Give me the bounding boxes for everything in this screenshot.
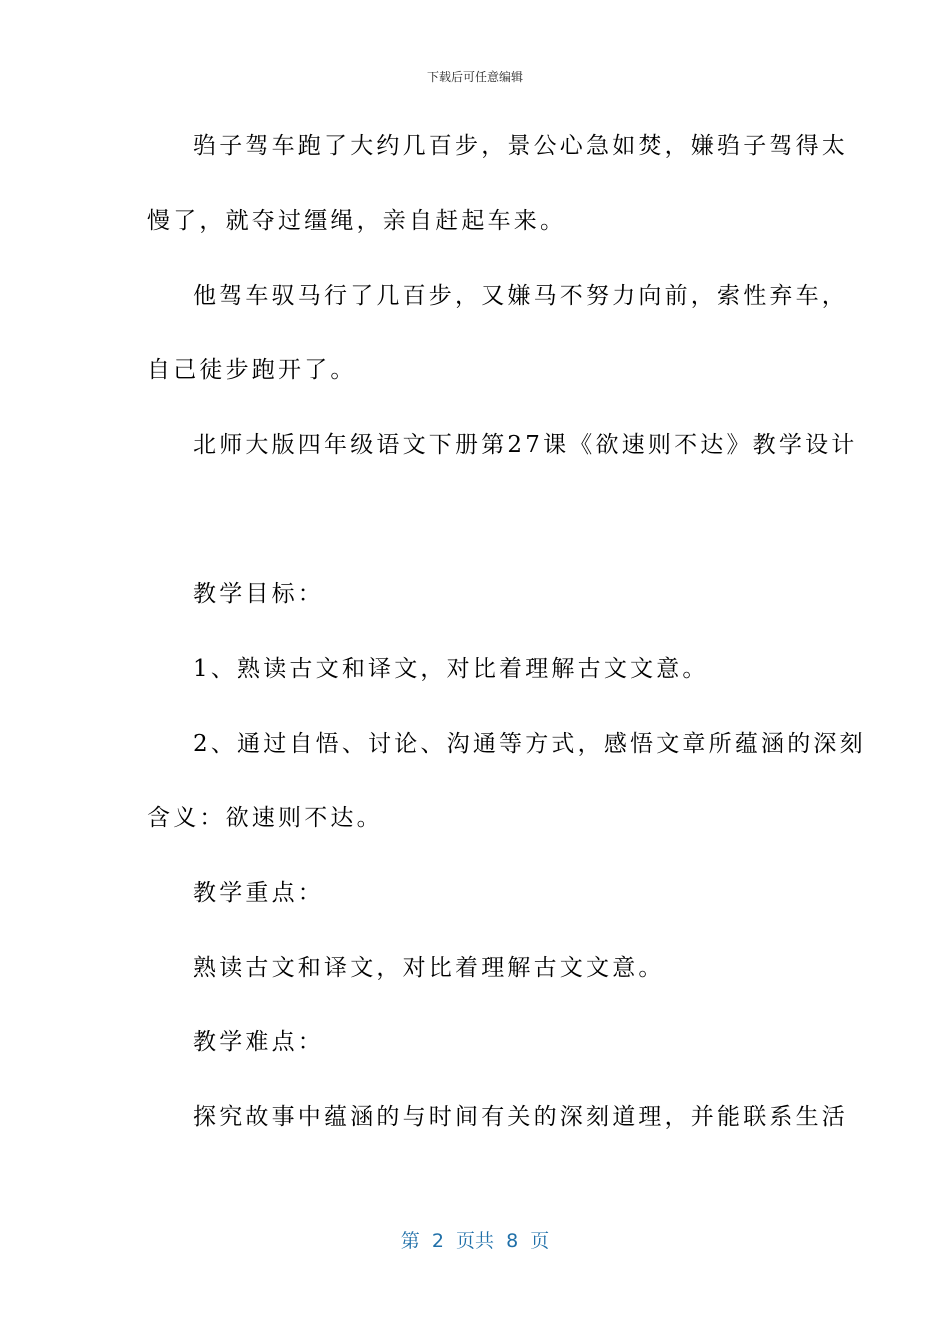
body-line-13: 探究故事中蕴涵的与时间有关的深刻道理，并能联系生活: [193, 1104, 848, 1130]
body-line-7: 1、熟读古文和译文，对比着理解古文文意。: [193, 656, 709, 682]
body-line-6: 教学目标：: [193, 581, 324, 607]
body-line-1: 驺子驾车跑了大约几百步，景公心急如焚，嫌驺子驾得太: [193, 133, 848, 159]
body-line-10: 教学重点：: [193, 880, 324, 906]
page-number: 第 2 页共 8 页: [400, 1230, 550, 1252]
body-line-11: 熟读古文和译文，对比着理解古文文意。: [193, 955, 665, 981]
header-note: 下载后可任意编辑: [426, 70, 523, 84]
body-line-9: 含义：欲速则不达。: [147, 805, 383, 831]
body-line-12: 教学难点：: [193, 1029, 324, 1055]
body-line-4: 自己徒步跑开了。: [147, 357, 357, 383]
body-line-5: 北师大版四年级语文下册第27课《欲速则不达》教学设计: [193, 432, 858, 458]
body-line-8: 2、通过自悟、讨论、沟通等方式，感悟文章所蕴涵的深刻: [193, 731, 866, 757]
body-line-3: 他驾车驭马行了几百步，又嫌马不努力向前，索性弃车，: [193, 283, 848, 309]
body-line-2: 慢了，就夺过缰绳，亲自赶起车来。: [147, 208, 567, 234]
